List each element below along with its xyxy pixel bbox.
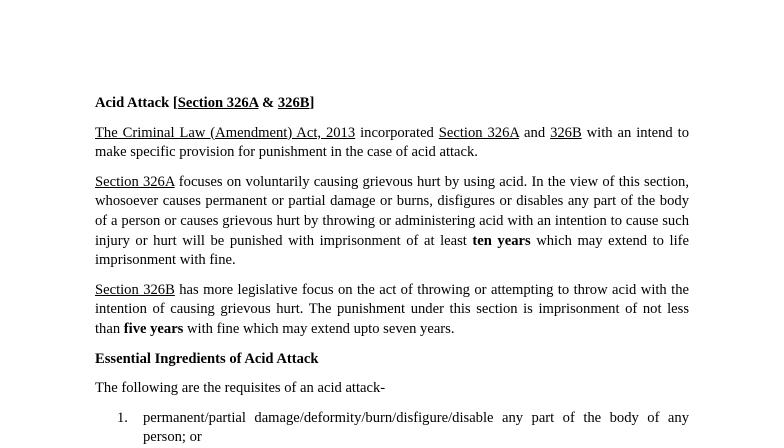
link-section-326b[interactable]: 326B [550,124,582,141]
paragraph-text: with an intend to make specific provision for punishment in the case of acid attack. [95,124,689,161]
section-heading-acid-attack [95,94,689,114]
link-section-326b[interactable]: 326B [277,95,310,111]
heading-ampersand: & [258,95,278,111]
requisites-list [95,409,689,448]
list-item-text: permanent/partial damage/deformity/burn/disfigure/disable any part of the body of any person; or [143,409,689,446]
paragraph-text: incorporated [355,124,439,141]
paragraph-text: focuses on voluntarily causing grievous hurt by using acid. In the view of this section, whosoever causes permanent or partial damage or burns, disfigures or disables any part of the body of a person or causes grievous hurt by throwing or administering acid with an intention to cause such injury or hurt will be punished with imprisonment of at least [95,173,689,249]
paragraph-criminal-law-amendment [95,124,689,163]
document-page [95,94,689,448]
paragraph-text: which may extend to life imprisonment with fine. [95,232,689,269]
emphasis-five-years: five years [123,320,184,337]
link-section-326b[interactable]: Section 326B [95,281,175,298]
paragraph-text: has more legislative focus on the act of throwing or attempting to throw acid with the intention of causing grievous hurt. The punishment under this section is imprisonment of not less than [95,281,689,337]
paragraph-text: with fine which may extend upto seven years. [183,320,455,337]
link-section-326a[interactable]: Section 326A [177,95,259,111]
heading-bracket-close: ] [309,95,315,111]
paragraph-section-326a [95,173,689,271]
link-section-326a[interactable]: Section 326A [95,173,175,190]
link-criminal-law-amendment-act[interactable]: The Criminal Law (Amendment) Act, 2013 [95,124,356,141]
list-item [95,409,689,448]
paragraph-requisites-intro: The following are the requisites of an acid attack- [95,380,386,397]
heading-bracket-open: [ [172,95,178,111]
paragraph-section-326b [95,281,689,340]
paragraph-text: and [519,124,551,141]
heading-prefix: Acid Attack [95,95,173,111]
link-section-326a[interactable]: Section 326A [438,124,520,141]
list-item-number: 1. [117,409,128,426]
section-heading-essential-ingredients: Essential Ingredients of Acid Attack [95,350,319,367]
emphasis-ten-years: ten years [472,232,531,249]
